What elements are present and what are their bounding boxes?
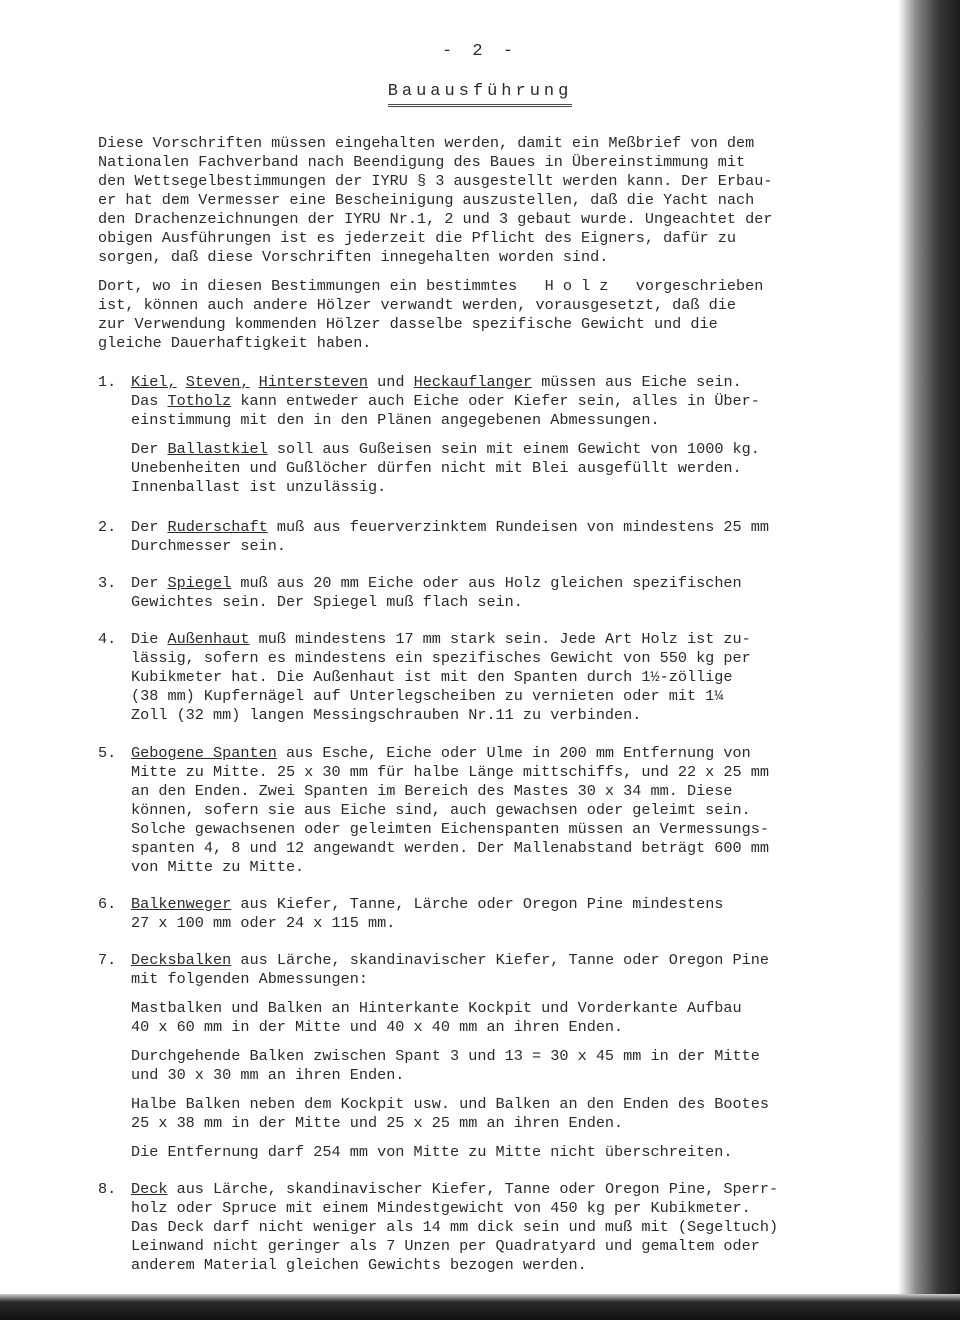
item-number: 1. (98, 373, 117, 391)
term-kiel: Kiel, (131, 373, 177, 391)
wood-line: Dort, wo in diesen Bestimmungen ein bestimmtes H o l z vorgeschrieben (98, 277, 764, 295)
item-4-line-1 (131, 630, 891, 649)
item-1-line-1 (131, 373, 891, 392)
item-text: und (368, 373, 414, 391)
wood-line: zur Verwendung kommenden Hölzer dasselbe spezifische Gewicht und die (98, 315, 718, 333)
item-5-line: können, sofern sie aus Eiche sind, auch gewachsen oder geleimt sein. (131, 801, 751, 819)
term-gebogene-spanten: Gebogene Spanten (131, 744, 277, 762)
item-text: kann entweder auch Eiche oder Kiefer sein, alles in Über- (231, 392, 760, 410)
item-7-sub-line: Halbe Balken neben dem Kockpit usw. und Balken an den Enden des Bootes (131, 1095, 769, 1113)
wood-line: ist, können auch andere Hölzer verwandt werden, vorausgesetzt, daß die (98, 296, 736, 314)
item-text: aus Esche, Eiche oder Ulme in 200 mm Entfernung von (276, 744, 751, 762)
page-title (0, 82, 960, 107)
item-6-line-1 (131, 895, 891, 914)
term-heckauflanger: Heckauflanger (413, 373, 533, 391)
item-text: muß aus 20 mm Eiche oder aus Holz gleichen spezifischen (231, 574, 742, 592)
term-balkenweger: Balkenweger (131, 895, 232, 913)
item-text: aus Kiefer, Tanne, Lärche oder Oregon Pine mindestens (231, 895, 724, 913)
item-2-line-1 (131, 518, 891, 537)
item-5-line: Solche gewachsenen oder geleimten Eichenspanten müssen an Vermessungs- (131, 820, 769, 838)
term-ruderschaft: Ruderschaft (167, 518, 268, 536)
item-2-line: Durchmesser sein. (131, 537, 286, 555)
item-3-line: Gewichtes sein. Der Spiegel muß flach sein. (131, 593, 523, 611)
item-7-sub-line: 25 x 38 mm in der Mitte und 25 x 25 mm an ihren Enden. (131, 1114, 624, 1132)
intro-line: den Drachenzeichnungen der IYRU Nr.1, 2 und 3 gebaut wurde. Ungeachtet der (98, 210, 773, 228)
item-text: aus Lärche, skandinavischer Kiefer, Tanne oder Oregon Pine, Sperr- (167, 1180, 779, 1198)
item-7-sub-line: Mastbalken und Balken an Hinterkante Kockpit und Vorderkante Aufbau (131, 999, 742, 1017)
item-5-line-1 (131, 744, 891, 763)
item-8-line-1 (131, 1180, 891, 1199)
item-4-line: Kubikmeter hat. Die Außenhaut ist mit den Spanten durch 1½-zöllige (131, 668, 733, 686)
term-aussenhaut: Außenhaut (167, 630, 250, 648)
item-text: Der (131, 574, 168, 592)
item-text: Der (131, 440, 168, 458)
term-steven: Steven, (185, 373, 250, 391)
item-5-line: von Mitte zu Mitte. (131, 858, 305, 876)
intro-line: sorgen, daß diese Vorschriften innegehalten worden sind. (98, 248, 609, 266)
item-8-line: holz oder Spruce mit einem Mindestgewicht von 450 kg per Kubikmeter. (131, 1199, 751, 1217)
intro-line: obigen Ausführungen ist es jederzeit die Pflicht des Eigners, dafür zu (98, 229, 736, 247)
scan-bottom-shadow (0, 1294, 960, 1320)
item-7-sub-line: und 30 x 30 mm an ihren Enden. (131, 1066, 405, 1084)
item-number: 5. (98, 744, 117, 762)
item-7-sub-line: Die Entfernung darf 254 mm von Mitte zu Mitte nicht überschreiten. (131, 1143, 733, 1161)
item-1-sub-line: Unebenheiten und Gußlöcher dürfen nicht mit Blei ausgefüllt werden. (131, 459, 742, 477)
item-text: müssen aus Eiche sein. (532, 373, 742, 391)
item-number: 2. (98, 518, 117, 536)
term-ballastkiel: Ballastkiel (167, 440, 268, 458)
item-7-sub-line: Durchgehende Balken zwischen Spant 3 und 13 = 30 x 45 mm in der Mitte (131, 1047, 760, 1065)
item-text: aus Lärche, skandinavischer Kiefer, Tanne oder Oregon Pine (231, 951, 769, 969)
page-number: - 2 - (441, 42, 518, 61)
item-text: muß mindestens 17 mm stark sein. Jede Art Holz ist zu- (249, 630, 751, 648)
wood-line: gleiche Dauerhaftigkeit haben. (98, 334, 372, 352)
term-hintersteven: Hintersteven (258, 373, 369, 391)
item-text: Der (131, 518, 168, 536)
item-4-line: Zoll (32 mm) langen Messingschrauben Nr.11 zu verbinden. (131, 706, 642, 724)
item-1-sub-line: Innenballast ist unzulässig. (131, 478, 387, 496)
item-1-line-2 (131, 392, 891, 411)
item-1-line-3: einstimmung mit den in den Plänen angegebenen Abmessungen. (131, 411, 660, 429)
item-5-line: an den Enden. Zwei Spanten im Bereich des Mastes 30 x 34 mm. Diese (131, 782, 733, 800)
item-4-line: lässig, sofern es mindestens ein spezifisches Gewicht von 550 kg per (131, 649, 751, 667)
item-6-line: 27 x 100 mm oder 24 x 115 mm. (131, 914, 396, 932)
item-text: Die (131, 630, 168, 648)
scan-binding-shadow (898, 0, 960, 1320)
term-totholz: Totholz (167, 392, 232, 410)
item-7-sub-line: 40 x 60 mm in der Mitte und 40 x 40 mm an ihren Enden. (131, 1018, 624, 1036)
item-5-line: Mitte zu Mitte. 25 x 30 mm für halbe Länge mittschiffs, und 22 x 25 mm (131, 763, 769, 781)
item-number: 7. (98, 951, 117, 969)
page-title-text: Bauausführung (388, 82, 573, 107)
intro-line: den Wettsegelbestimmungen der IYRU § 3 ausgestellt werden kann. Der Erbau- (98, 172, 773, 190)
intro-line: Diese Vorschriften müssen eingehalten werden, damit ein Meßbrief von dem (98, 134, 755, 152)
item-8-line: anderem Material gleichen Gewichts bezogen werden. (131, 1256, 587, 1274)
item-7-line-1 (131, 951, 891, 970)
item-8-line: Das Deck darf nicht weniger als 14 mm dick sein und muß mit (Segeltuch) (131, 1218, 779, 1236)
item-text: muß aus feuerverzinktem Rundeisen von mindestens 25 mm (267, 518, 770, 536)
intro-line: Nationalen Fachverband nach Beendigung des Baues in Übereinstimmung mit (98, 153, 746, 171)
term-deck: Deck (131, 1180, 168, 1198)
item-number: 4. (98, 630, 117, 648)
item-1-sub-line (131, 440, 891, 459)
item-5-line: spanten 4, 8 und 12 angewandt werden. Der Mallenabstand beträgt 600 mm (131, 839, 769, 857)
item-number: 8. (98, 1180, 117, 1198)
item-number: 3. (98, 574, 117, 592)
item-3-line-1 (131, 574, 891, 593)
item-number: 6. (98, 895, 117, 913)
item-4-line: (38 mm) Kupfernägel auf Unterlegscheiben zu vernieten oder mit 1¼ (131, 687, 724, 705)
item-7-line: mit folgenden Abmessungen: (131, 970, 368, 988)
item-text: Das (131, 392, 168, 410)
term-spiegel: Spiegel (167, 574, 232, 592)
item-8-line: Leinwand nicht geringer als 7 Unzen per Quadratyard und gemaltem oder (131, 1237, 760, 1255)
term-decksbalken: Decksbalken (131, 951, 232, 969)
item-text: soll aus Gußeisen sein mit einem Gewicht von 1000 kg. (267, 440, 760, 458)
intro-line: er hat dem Vermesser eine Bescheinigung auszustellen, daß die Yacht nach (98, 191, 755, 209)
